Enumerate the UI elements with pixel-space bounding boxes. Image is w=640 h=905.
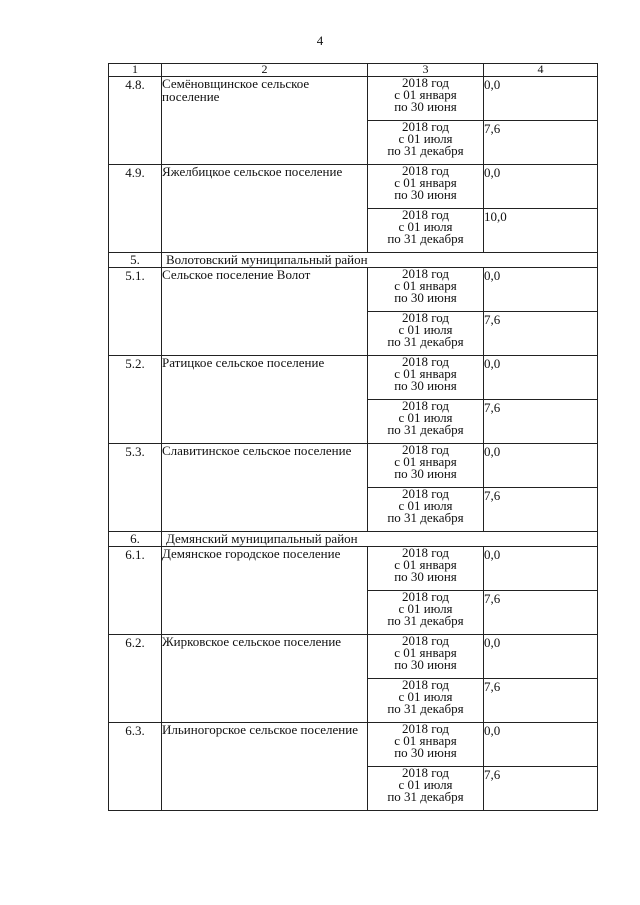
period-start: с 01 июля [398,322,453,337]
period-start: с 01 января [394,557,457,572]
row-number: 6. [109,532,162,547]
rate-value: 0,0 [484,268,598,312]
period-start: с 01 июля [398,410,453,425]
period-start: с 01 июля [398,601,453,616]
period-year: 2018 год [402,633,449,648]
period-end: по 31 декабря [387,613,464,628]
row-number: 4.9. [109,165,162,253]
period-cell [368,723,484,767]
period-year: 2018 год [402,677,449,692]
table-row [109,165,598,209]
period-year: 2018 год [402,589,449,604]
period-year: 2018 год [402,486,449,501]
period-cell [368,547,484,591]
table-header-row [109,64,598,77]
period-cell [368,77,484,121]
row-number: 6.1. [109,547,162,635]
row-number: 5.1. [109,268,162,356]
rate-value: 7,6 [484,488,598,532]
page-number: 4 [316,33,324,48]
row-number: 5. [109,253,162,268]
period-end: по 31 декабря [387,701,464,716]
period-cell [368,767,484,811]
row-number: 4.8. [109,77,162,165]
period-year: 2018 год [402,119,449,134]
period-end: по 30 июня [394,99,457,114]
settlement-name: Ильиногорское сельское поселение [162,723,368,811]
settlement-name: Семёновщинское сельское поселение [162,77,368,165]
period-start: с 01 января [394,278,457,293]
period-start: с 01 января [394,454,457,469]
district-name: Волотовский муниципальный район [162,253,598,268]
period-end: по 31 декабря [387,510,464,525]
period-end: по 31 декабря [387,334,464,349]
period-year: 2018 год [402,442,449,457]
period-start: с 01 июля [398,777,453,792]
period-cell [368,209,484,253]
rate-value: 7,6 [484,679,598,723]
period-end: по 30 июня [394,290,457,305]
rate-value: 7,6 [484,312,598,356]
rate-value: 7,6 [484,591,598,635]
table-row [109,268,598,312]
period-start: с 01 июля [398,498,453,513]
column-header: 1 [109,64,162,77]
period-start: с 01 января [394,87,457,102]
table-body [109,64,598,811]
rate-value: 0,0 [484,356,598,400]
period-cell [368,268,484,312]
period-year: 2018 год [402,75,449,90]
period-cell [368,679,484,723]
settlement-name: Яжелбицкое сельское поселение [162,165,368,253]
period-start: с 01 января [394,645,457,660]
settlement-name: Ратицкое сельское поселение [162,356,368,444]
settlement-name: Сельское поселение Волот [162,268,368,356]
settlement-name: Славитинское сельское поселение [162,444,368,532]
period-end: по 30 июня [394,378,457,393]
rate-value: 0,0 [484,723,598,767]
period-end: по 30 июня [394,569,457,584]
row-number: 6.2. [109,635,162,723]
period-cell [368,121,484,165]
rate-value: 7,6 [484,121,598,165]
district-name: Демянский муниципальный район [162,532,598,547]
table-row [109,444,598,488]
table-row [109,356,598,400]
period-cell [368,444,484,488]
period-year: 2018 год [402,266,449,281]
rate-value: 0,0 [484,77,598,121]
district-row [109,532,598,547]
table-row [109,635,598,679]
rate-value: 7,6 [484,767,598,811]
period-start: с 01 января [394,175,457,190]
period-end: по 30 июня [394,745,457,760]
district-row [109,253,598,268]
period-cell [368,165,484,209]
period-cell [368,488,484,532]
period-year: 2018 год [402,310,449,325]
row-number: 6.3. [109,723,162,811]
period-cell [368,312,484,356]
period-start: с 01 июля [398,219,453,234]
period-year: 2018 год [402,545,449,560]
period-end: по 30 июня [394,187,457,202]
period-cell [368,356,484,400]
period-end: по 31 декабря [387,422,464,437]
period-cell [368,591,484,635]
period-end: по 31 декабря [387,231,464,246]
period-end: по 30 июня [394,657,457,672]
period-year: 2018 год [402,721,449,736]
rate-value: 0,0 [484,635,598,679]
period-year: 2018 год [402,163,449,178]
rate-value: 7,6 [484,400,598,444]
period-year: 2018 год [402,765,449,780]
period-start: с 01 января [394,366,457,381]
settlement-name: Демянское городское поселение [162,547,368,635]
rates-table [108,63,598,811]
table-row [109,77,598,121]
rate-value: 0,0 [484,165,598,209]
period-end: по 30 июня [394,466,457,481]
column-header: 2 [162,64,368,77]
period-year: 2018 год [402,354,449,369]
column-header: 3 [368,64,484,77]
period-cell [368,635,484,679]
period-end: по 31 декабря [387,789,464,804]
row-number: 5.2. [109,356,162,444]
period-year: 2018 год [402,398,449,413]
period-year: 2018 год [402,207,449,222]
row-number: 5.3. [109,444,162,532]
period-cell [368,400,484,444]
period-start: с 01 января [394,733,457,748]
period-end: по 31 декабря [387,143,464,158]
table-row [109,723,598,767]
column-header: 4 [484,64,598,77]
rate-value: 0,0 [484,444,598,488]
rate-value: 0,0 [484,547,598,591]
rate-value: 10,0 [484,209,598,253]
settlement-name: Жирковское сельское поселение [162,635,368,723]
table-row [109,547,598,591]
period-start: с 01 июля [398,131,453,146]
period-start: с 01 июля [398,689,453,704]
